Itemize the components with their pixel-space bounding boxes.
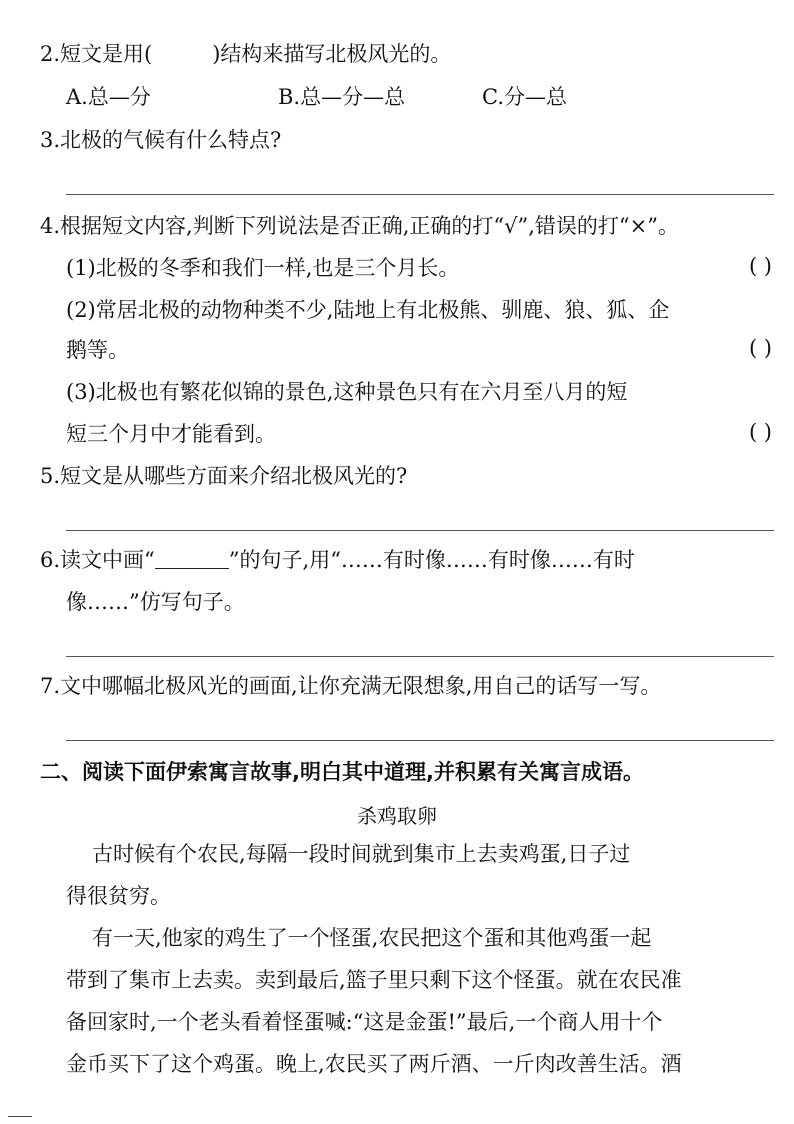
q4-item-3-line-2: 短三个月中才能看到。: [66, 422, 276, 446]
question-3: 3.北极的气候有什么特点?: [40, 128, 282, 152]
option-a[interactable]: A.总—分: [66, 85, 151, 109]
question-4: 4.根据短文内容,判断下列说法是否正确,正确的打“√”,错误的打“×”。: [40, 214, 679, 238]
question-6-text-after: ”的句子,用“……有时像……有时像……有时: [228, 548, 635, 572]
question-2: [40, 40, 774, 68]
question-6: [40, 546, 774, 574]
question-6-text-before: 6.读文中画“: [40, 548, 155, 572]
q4-item-3-line-1: (3)北极也有繁花似锦的景色,这种景色只有在六月至八月的短: [66, 380, 628, 404]
q4-item-2-line-2: 鹅等。: [66, 338, 129, 362]
q4-item-3-bracket[interactable]: ( ): [748, 420, 772, 444]
q4-item-2-line-1: (2)常居北极的动物种类不少,陆地上有北极熊、驯鹿、狼、狐、企: [66, 298, 670, 322]
question-2-text-after: )结构来描写北极风光的。: [212, 42, 452, 66]
answer-line-q6[interactable]: [66, 656, 774, 657]
underline-sample: [155, 548, 229, 569]
section-2-heading: 二、阅读下面伊索寓言故事,明白其中道理,并积累有关寓言成语。: [40, 760, 644, 784]
answer-line-q5[interactable]: [66, 530, 774, 531]
question-7: 7.文中哪幅北极风光的画面,让你充满无限想象,用自己的话写一写。: [40, 674, 662, 698]
q4-item-2-bracket[interactable]: ( ): [748, 336, 772, 360]
answer-line-q7[interactable]: [66, 740, 774, 741]
paragraph-2-line-2: 带到了集市上去卖。卖到最后,篮子里只剩下这个怪蛋。就在农民准: [66, 968, 682, 992]
question-6-line-2: 像……”仿写句子。: [66, 590, 245, 614]
paragraph-2-line-3: 备回家时,一个老头看着怪蛋喊:“这是金蛋!”最后,一个商人用十个: [66, 1010, 663, 1034]
answer-line-q3[interactable]: [66, 194, 774, 195]
answer-blank[interactable]: [152, 42, 212, 64]
page-corner-mark: [8, 1116, 32, 1117]
question-2-text-before: 2.短文是用(: [40, 42, 153, 66]
question-5: 5.短文是从哪些方面来介绍北极风光的?: [40, 464, 408, 488]
q4-item-1-bracket[interactable]: ( ): [748, 254, 772, 278]
option-c[interactable]: C.分—总: [482, 85, 567, 109]
q4-item-1-line-1: (1)北极的冬季和我们一样,也是三个月长。: [66, 256, 460, 280]
paragraph-2-line-4: 金币买下了这个鸡蛋。晚上,农民买了两斤酒、一斤肉改善生活。酒: [66, 1052, 682, 1076]
paragraph-1-line-2: 得很贫穷。: [66, 884, 171, 908]
paragraph-1-line-1: 古时候有个农民,每隔一段时间就到集市上去卖鸡蛋,日子过: [92, 842, 631, 866]
option-b[interactable]: B.总—分—总: [278, 85, 406, 109]
story-title: 杀鸡取卵: [357, 804, 437, 828]
paragraph-2-line-1: 有一天,他家的鸡生了一个怪蛋,农民把这个蛋和其他鸡蛋一起: [92, 926, 652, 950]
